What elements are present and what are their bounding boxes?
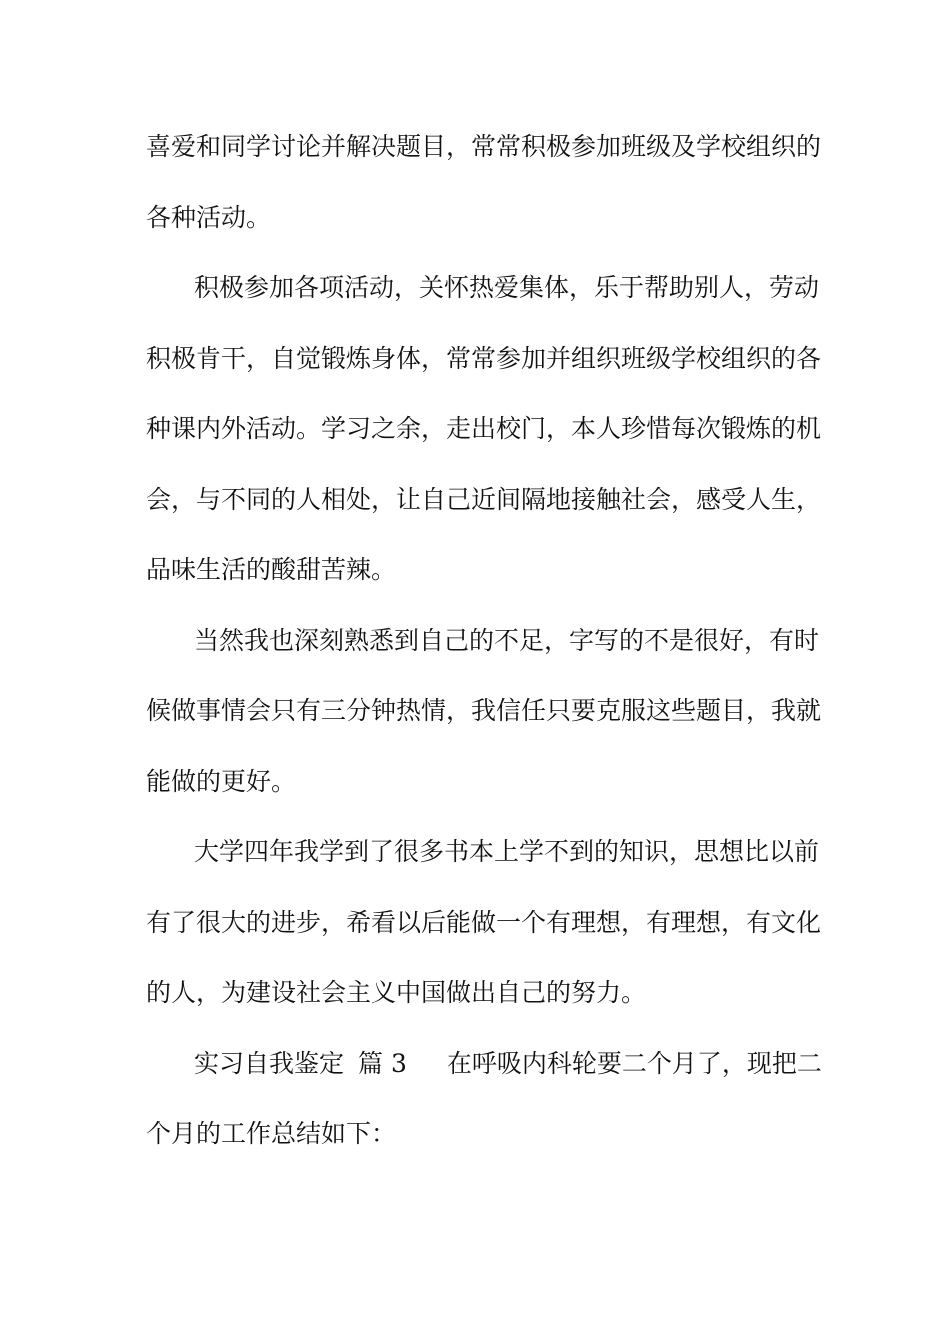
text-line: 积极参加各项活动，关怀热爱集体，乐于帮助别人，劳动 [194, 273, 820, 302]
paragraph-3 [146, 622, 822, 800]
paragraph-2 [146, 269, 822, 588]
text-line: 种课内外活动。学习之余，走出校门，本人珍惜每次锻炼的机 [146, 414, 822, 443]
text-line: 候做事情会只有三分钟热情，我信任只要克服这些题目，我就 [146, 696, 822, 725]
section-heading-line [146, 1045, 822, 1082]
text-line: 喜爱和同学讨论并解决题目，常常积极参加班级及学校组织的 [146, 132, 822, 161]
text-line: 品味生活的酸甜苦辣。 [146, 555, 397, 584]
text-line: 能做的更好。 [146, 766, 297, 796]
text-line: 个月的工作总结如下： [146, 1119, 397, 1148]
section-first-line: 在呼吸内科轮要二个月了，现把二 [446, 1048, 822, 1078]
document-body [146, 128, 822, 1152]
section-number: 篇 3 [358, 1048, 407, 1078]
text-line: 的人，为建设社会主义中国做出自己的努力。 [146, 978, 647, 1007]
text-line: 各种活动。 [146, 202, 272, 232]
paragraph-1 [146, 128, 822, 236]
text-line: 当然我也深刻熟悉到自己的不足，字写的不是很好，有时 [194, 625, 820, 655]
text-line: 会，与不同的人相处，让自己近间隔地接触社会，感受人生， [146, 484, 822, 514]
paragraph-4 [146, 833, 822, 1011]
section-title: 实习自我鉴定 [194, 1048, 345, 1078]
section-3 [146, 1045, 822, 1153]
text-line: 有了很大的进步，希看以后能做一个有理想，有理想，有文化 [146, 907, 822, 937]
text-line: 积极肯干，自觉锻炼身体，常常参加并组织班级学校组织的各 [146, 343, 822, 373]
text-line: 大学四年我学到了很多书本上学不到的知识，思想比以前 [194, 837, 820, 866]
